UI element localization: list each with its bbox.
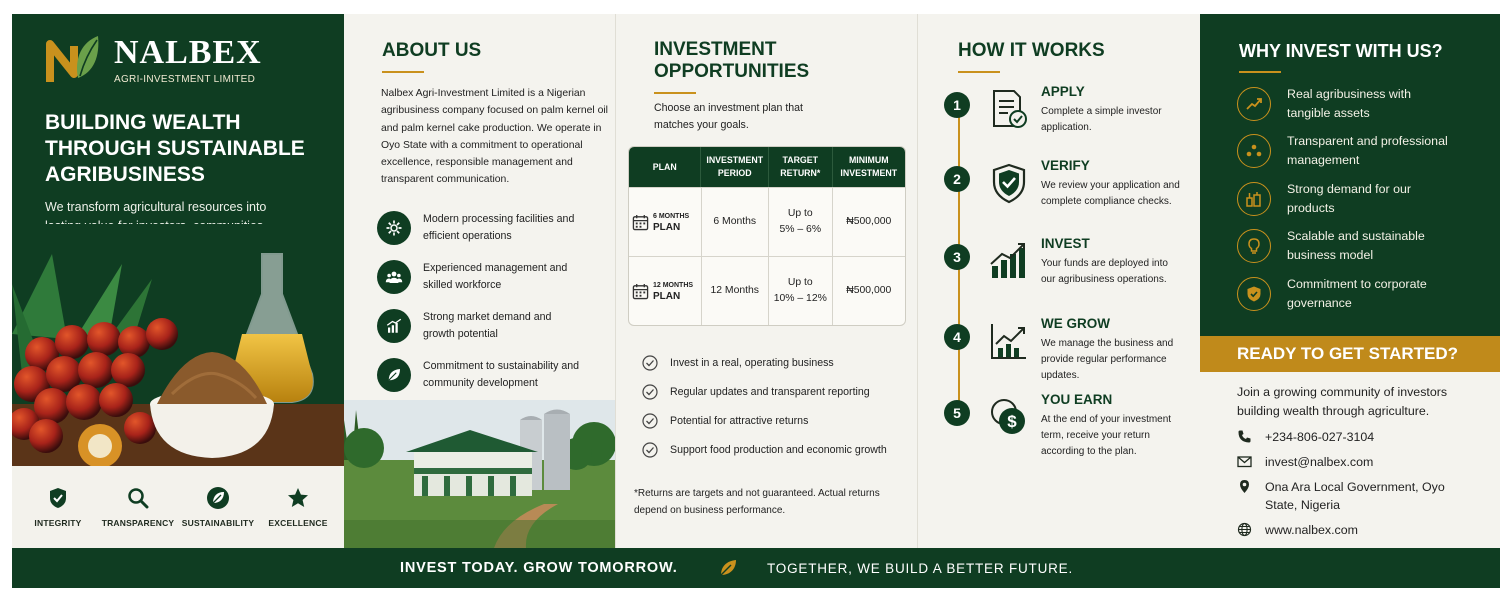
contact-list [1237,428,1492,546]
location-pin-icon [1237,479,1252,494]
website-link[interactable]: www.nalbex.com [1265,523,1358,537]
investment-plan-table [628,146,906,326]
feature-text: Modern processing facilities and efficient operations [423,212,575,242]
about-text: Nalbex Agri-Investment Limited is a Nigerian agribusiness company focused on palm kernel oil and palm kernel cake production. We operate in Oyo State with a commitment to operational excellence, responsible management and transparent communication. [381,88,608,186]
step-verify [944,158,1194,236]
return-prefix: Up to [787,208,813,219]
ready-banner: READY TO GET STARTED? [1200,336,1500,372]
plan-word: PLAN [653,291,681,302]
step-text: We manage the business and provide regular performance updates. [1041,338,1174,381]
step-text: Complete a simple investor application. [1041,106,1162,133]
about-title: ABOUT US [382,40,482,61]
footer-tagline-left: INVEST TODAY. GROW TOMORROW. [400,560,678,576]
column-header: TARGET RETURN* [769,147,833,187]
title-underline [382,71,424,73]
check-circle-icon [642,442,658,458]
return-cell [769,257,833,325]
step-apply [944,84,1194,162]
how-title: HOW IT WORKS [958,40,1105,61]
value-integrity [20,486,96,528]
plan-duration: 12 MONTHS [653,282,694,289]
reason-item [1237,175,1487,223]
email-address[interactable]: invest@nalbex.com [1265,455,1374,469]
reason-item [1237,223,1487,271]
why-section [1200,14,1500,336]
step-title: YOU EARN [1041,392,1113,407]
step-title: APPLY [1041,84,1085,99]
value-sustainability [180,486,256,528]
step-we-grow [944,316,1194,394]
bar-chart-icon [988,240,1030,282]
products-icon [1245,190,1263,208]
returns-disclaimer: *Returns are targets and not guaranteed. Actual returns depend on business performance. [634,488,880,516]
team-icon [1245,142,1263,160]
reason-text: Commitment to corporate governance [1287,276,1427,310]
application-form-icon [988,88,1030,130]
step-number: 1 [944,92,970,118]
step-you-earn [944,392,1194,470]
shield-check-icon [46,486,70,510]
value-label: INTEGRITY [34,518,82,528]
reason-list [1237,80,1487,318]
logo [44,32,262,88]
brand-subtitle: AGRI-INVESTMENT LIMITED [114,73,256,85]
benefit-item [642,377,914,406]
processing-facility-image [344,400,616,548]
column-header: PLAN [629,147,701,187]
check-circle-icon [642,355,658,371]
reason-text: Real agribusiness with tangible assets [1287,86,1411,120]
calendar-icon [632,283,649,300]
investment-intro: Choose an investment plan that matches your goals. [654,102,803,131]
check-circle-icon [642,384,658,400]
value-excellence [260,486,336,528]
value-label: EXCELLENCE [268,518,328,528]
hero-title: BUILDING WEALTH THROUGH SUSTAINABLE AGRIBUSINESS [45,111,305,186]
phone-number[interactable]: +234-806-027-3104 [1265,430,1375,444]
ready-text: Join a growing community of investors building wealth through agriculture. [1237,385,1448,418]
benefit-item [642,435,914,464]
reason-item [1237,128,1487,176]
title-underline [958,71,1000,73]
value-label: SUSTAINABILITY [181,518,255,528]
step-title: WE GROW [1041,316,1110,331]
benefit-item [642,348,914,377]
step-invest [944,236,1194,314]
feature-item [377,301,613,350]
return-prefix: Up to [787,277,813,288]
feature-item [377,350,613,399]
title-underline [1239,71,1281,73]
table-row [629,256,905,325]
return-cell [769,188,833,256]
column-header: MINIMUM INVESTMENT [840,155,898,178]
growth-chart-icon [385,317,403,335]
shield-icon [1245,285,1263,303]
footer-tagline-right: TOGETHER, WE BUILD A BETTER FUTURE. [767,561,1074,576]
minimum-cell: ₦500,000 [846,285,892,296]
phone-icon [1237,429,1252,444]
palm-products-image [12,224,344,470]
trend-up-icon [988,320,1030,362]
check-circle-icon [642,413,658,429]
period-cell: 12 Months [702,257,770,325]
brand-name: NALBEX [114,33,262,71]
step-title: INVEST [1041,236,1090,251]
benefit-text: Regular updates and transparent reporting [670,385,870,398]
step-text: At the end of your investment term, receive your return according to the plan. [1041,414,1172,457]
gear-icon [385,219,403,237]
step-number: 4 [944,324,970,350]
plan-duration: 6 MONTHS [653,213,690,220]
value-label: TRANSPARENCY [101,518,175,528]
why-title: WHY INVEST WITH US? [1239,41,1443,61]
benefit-text: Support food production and economic growth [670,443,887,456]
why-invest-panel [1200,14,1500,548]
dollar-coin-icon [988,396,1030,438]
feature-text: Strong market demand and growth potential [423,310,552,340]
nalbex-logo-icon [44,32,100,88]
title-underline [654,92,696,94]
value-transparency [100,486,176,528]
step-text: We review your application and complete compliance checks. [1041,180,1180,207]
return-range: 10% – 12% [773,293,827,304]
feature-list [377,203,613,399]
address-text: Ona Ara Local Government, Oyo State, Nigeria [1265,480,1445,512]
plan-word: PLAN [653,222,681,233]
contact-address [1237,478,1492,514]
investment-panel [616,14,918,548]
feature-text: Experienced management and skilled workforce [423,261,568,291]
shield-check-icon [988,162,1030,204]
plan-cell [629,257,702,325]
team-icon [385,268,403,286]
about-panel [344,14,616,548]
return-range: 5% – 6% [779,224,822,235]
reason-text: Strong demand for our products [1287,181,1411,215]
step-number: 5 [944,400,970,426]
contact-email[interactable] [1237,453,1492,471]
benefit-text: Potential for attractive returns [670,414,809,427]
contact-website[interactable] [1237,521,1492,539]
magnifier-icon [126,486,150,510]
investment-title: INVESTMENT OPPORTUNITIES [654,39,810,82]
benefit-item [642,406,914,435]
feature-item [377,252,613,301]
table-header [629,147,905,187]
hero-text: We transform agricultural resources into [45,200,267,214]
reason-item [1237,270,1487,318]
feature-text: Commitment to sustainability and community development [423,359,580,389]
step-number: 2 [944,166,970,192]
svg-text:$: $ [1007,412,1017,431]
core-values [12,466,344,548]
envelope-icon [1237,454,1252,469]
how-it-works-panel [918,14,1200,548]
idea-icon [1245,237,1263,255]
benefit-list [642,348,914,464]
plan-cell [629,188,702,256]
star-icon [286,486,310,510]
step-number: 3 [944,244,970,270]
trend-icon [1245,95,1263,113]
feature-item [377,203,613,252]
step-text: Your funds are deployed into our agribusiness operations. [1041,258,1168,285]
minimum-cell: ₦500,000 [846,216,892,227]
reason-text: Transparent and professional management [1287,134,1448,168]
calendar-icon [632,214,649,231]
cover-panel [12,14,344,548]
leaf-icon [385,366,403,384]
globe-icon [1237,522,1252,537]
reason-text: Scalable and sustainable business model [1287,229,1425,263]
brochure [12,14,1500,588]
benefit-text: Invest in a real, operating business [670,356,834,369]
contact-phone[interactable] [1237,428,1492,446]
step-title: VERIFY [1041,158,1090,173]
column-header: INVESTMENT PERIOD [701,147,769,187]
leaf-icon [718,558,738,578]
leaf-icon [206,486,230,510]
footer-banner [12,548,1500,588]
table-row [629,187,905,256]
reason-item [1237,80,1487,128]
period-cell: 6 Months [702,188,770,256]
